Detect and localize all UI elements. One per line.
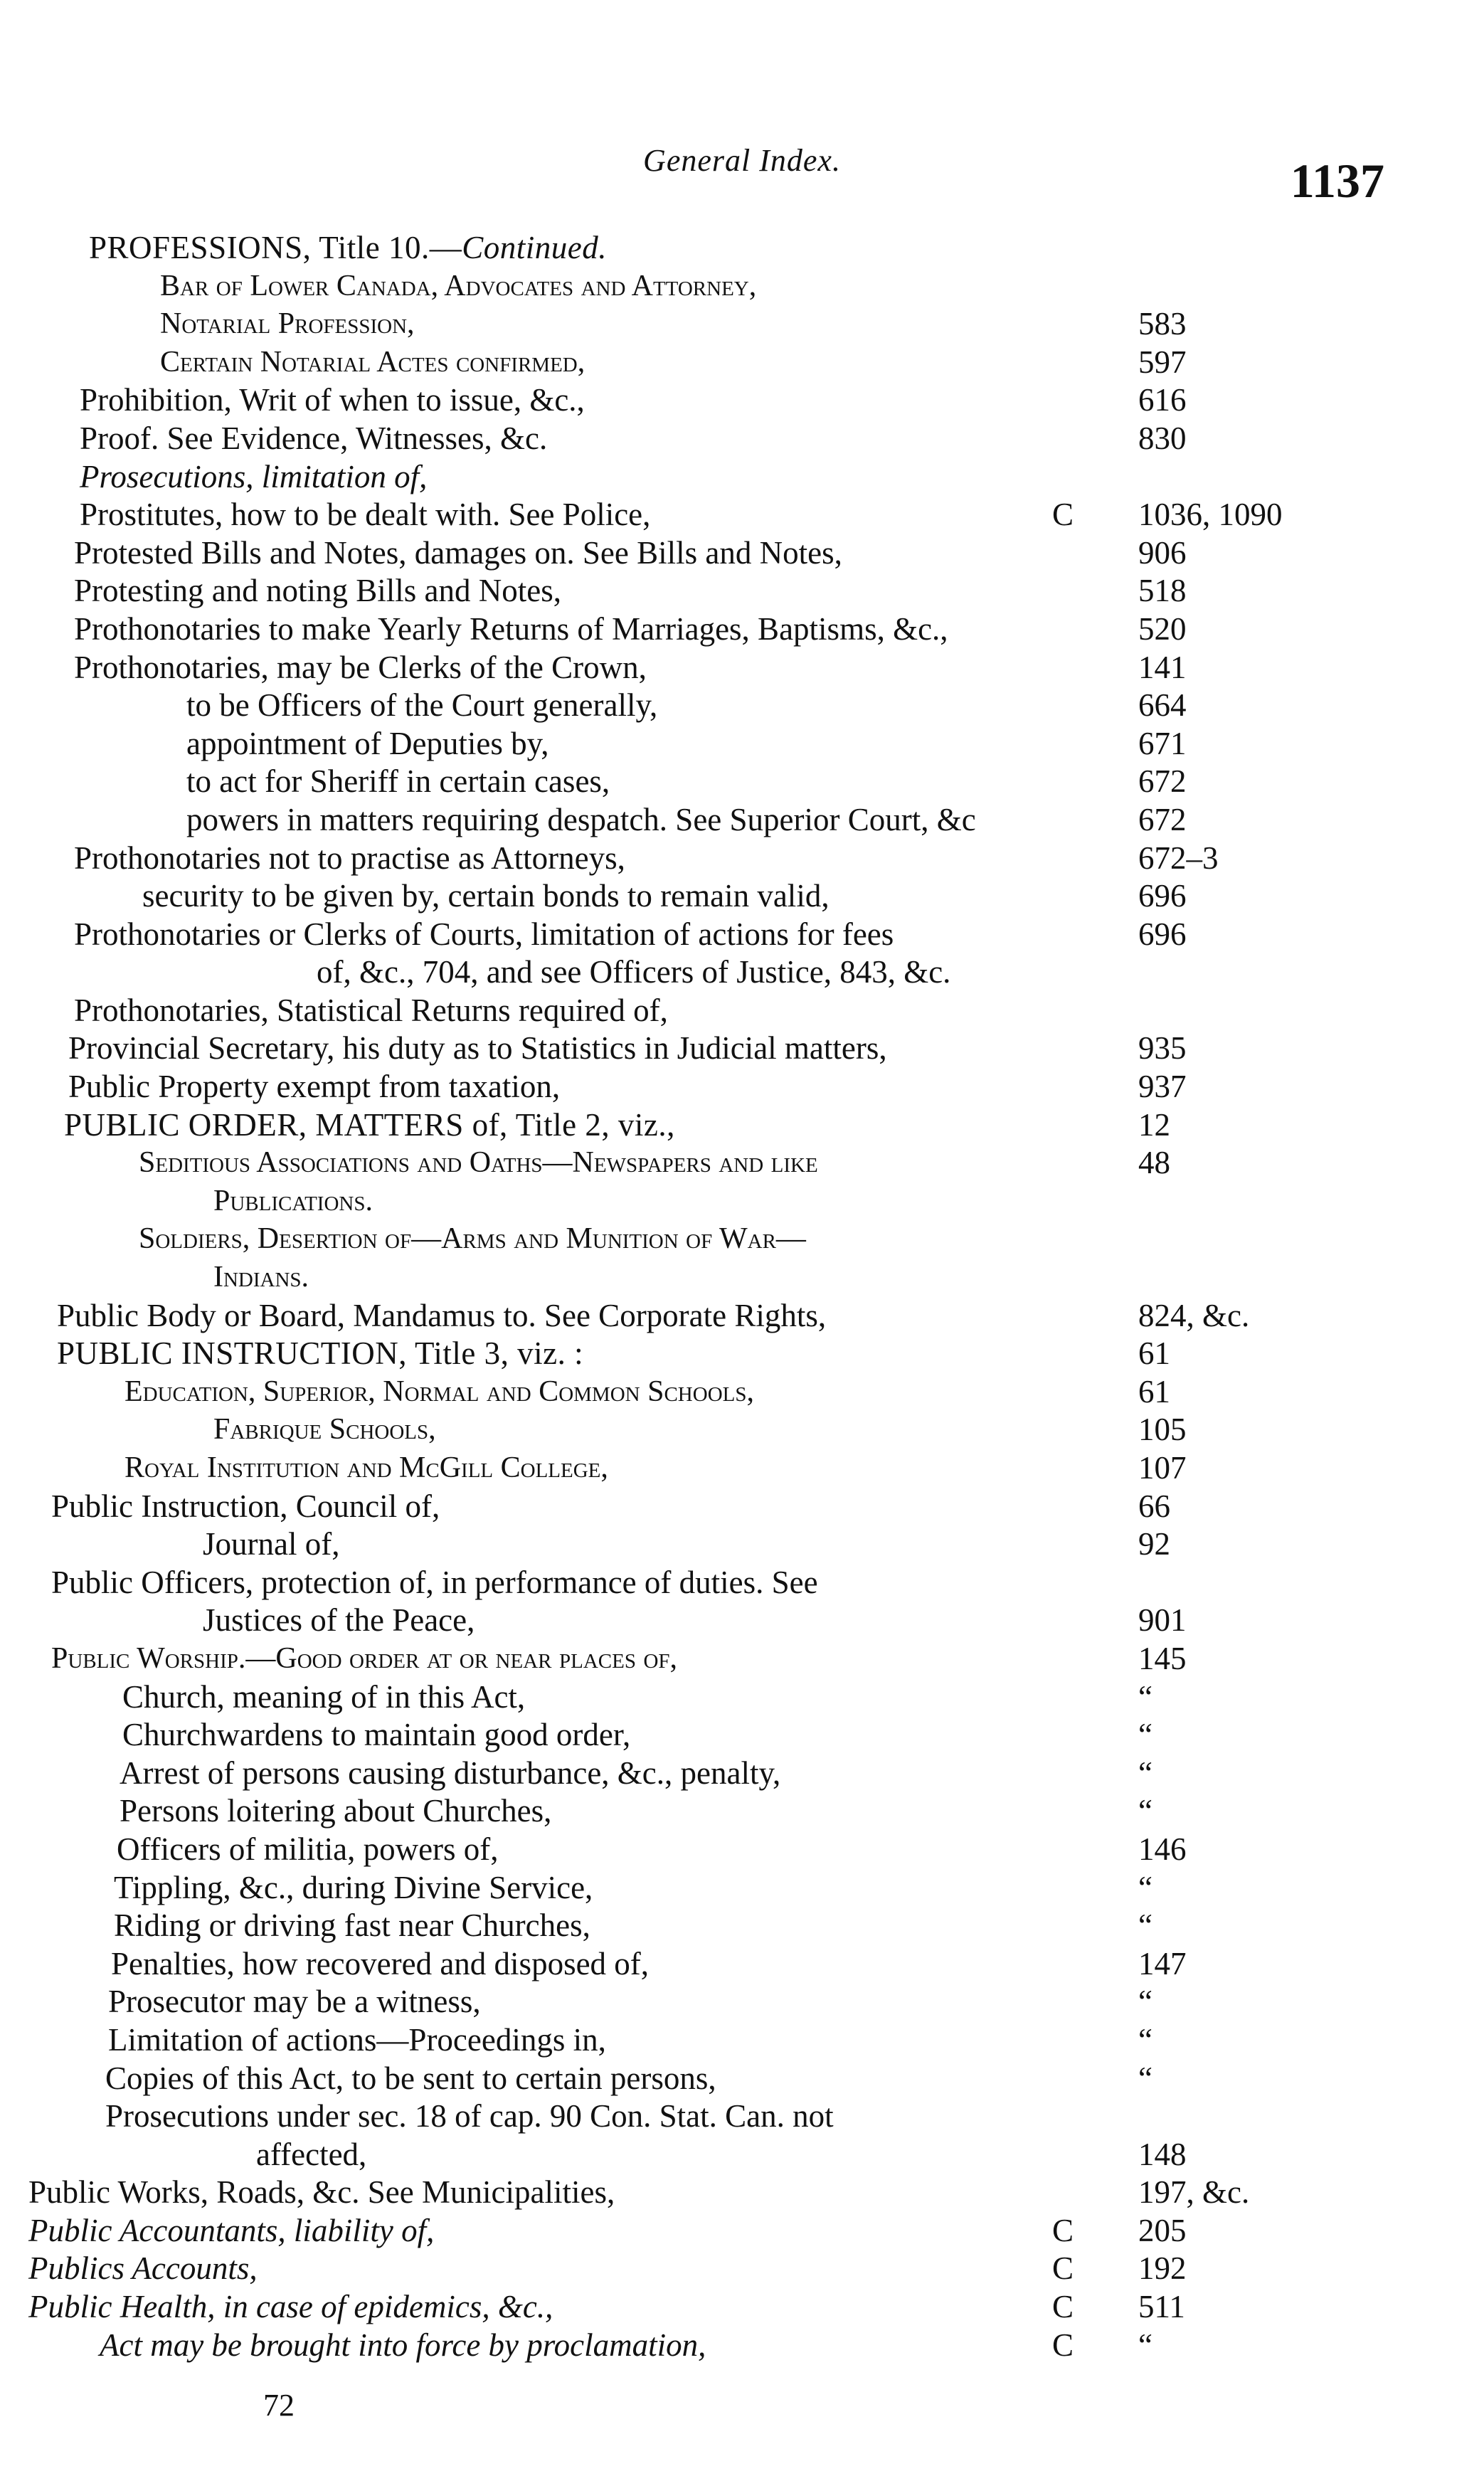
entry-text: Public Worship.—Good order at or near places of, <box>51 1641 678 1675</box>
page-header-title: General Index. <box>643 143 841 178</box>
entry-text: Justices of the Peace, <box>203 1602 475 1639</box>
entry-text: Public Property exempt from taxation, <box>68 1069 561 1105</box>
entry-text: Publics Accounts, <box>28 2250 258 2287</box>
entry-text: Act may be brought into force by proclamation, <box>100 2327 706 2363</box>
entry-text: of, &c., 704, and see Officers of Justice, 843, &c. <box>317 954 951 990</box>
page-reference: 672 <box>1138 801 1187 837</box>
entry-text: Protesting and noting Bills and Notes, <box>74 573 561 609</box>
index-entries <box>0 229 1484 2364</box>
page-reference: 671 <box>1138 725 1187 761</box>
entry-text: Churchwardens to maintain good order, <box>122 1717 631 1753</box>
entry-text: Prothonotaries to make Yearly Returns of Marriages, Baptisms, &c., <box>74 610 948 647</box>
index-entry <box>0 420 1484 458</box>
index-entry <box>0 1182 1484 1221</box>
entry-text: Provincial Secretary, his duty as to Statistics in Judicial matters, <box>68 1030 887 1067</box>
page-reference: 66 <box>1138 1488 1170 1524</box>
index-entry <box>0 1602 1484 1640</box>
page-reference: “ <box>1138 1717 1152 1753</box>
page-reference: 147 <box>1138 1945 1187 1981</box>
index-entry <box>0 687 1484 725</box>
index-entry <box>0 1678 1484 1717</box>
entry-text: Public Instruction, Council of, <box>51 1488 440 1524</box>
index-entry <box>0 2021 1484 2060</box>
index-entry <box>0 1640 1484 1678</box>
page-reference: “ <box>1138 1984 1152 2020</box>
entry-text: affected, <box>256 2136 367 2172</box>
page-reference: 583 <box>1138 306 1187 342</box>
page-reference: 141 <box>1138 649 1187 685</box>
page-reference: “ <box>1138 2060 1152 2096</box>
index-entry <box>0 1716 1484 1755</box>
entry-text: powers in matters requiring despatch. See Superior Court, &c <box>186 801 976 837</box>
index-entry <box>0 572 1484 610</box>
entry-text: Arrest of persons causing disturbance, &c., penalty, <box>120 1755 781 1791</box>
entry-text: Notarial Profession, <box>160 307 415 341</box>
page-reference: 520 <box>1138 610 1187 647</box>
page-number: 1137 <box>1290 154 1384 208</box>
entry-text: Public Body or Board, Mandamus to. See Corporate Rights, <box>57 1297 827 1333</box>
entry-text: security to be given by, certain bonds to remain valid, <box>142 878 830 914</box>
page-reference: 146 <box>1138 1831 1187 1867</box>
page-reference: 616 <box>1138 382 1187 418</box>
consolidated-marker: C <box>1051 2327 1074 2363</box>
entry-text: Penalties, how recovered and disposed of, <box>111 1945 650 1981</box>
index-entry <box>0 1907 1484 1945</box>
entry-text: Public Accountants, liability of, <box>28 2212 435 2248</box>
entry-text: Prostitutes, how to be dealt with. See Police, <box>80 497 651 533</box>
entry-text: Prosecutions, limitation of, <box>80 458 428 494</box>
signature-mark: 72 <box>263 2388 295 2423</box>
index-entry <box>0 1259 1484 1297</box>
page-reference: 597 <box>1138 344 1187 380</box>
index-entry <box>0 344 1484 382</box>
entry-text: Copies of this Act, to be sent to certain persons, <box>105 2060 716 2096</box>
page-reference: 12 <box>1138 1106 1170 1143</box>
page-reference: 61 <box>1138 1373 1170 1409</box>
entry-text: Protested Bills and Notes, damages on. See Bills and Notes, <box>74 534 842 571</box>
page-reference: 205 <box>1138 2212 1187 2248</box>
entry-text: Prothonotaries or Clerks of Courts, limitation of actions for fees <box>74 916 894 952</box>
page-reference: 696 <box>1138 878 1187 914</box>
entry-text: Public Officers, protection of, in performance of duties. See <box>51 1564 818 1600</box>
index-entry <box>0 2212 1484 2250</box>
index-entry <box>0 1755 1484 1793</box>
entry-text: PUBLIC ORDER, MATTERS of, Title 2, viz., <box>64 1106 675 1143</box>
index-entry <box>0 1220 1484 1259</box>
entry-text: to be Officers of the Court generally, <box>186 687 658 724</box>
entry-text: Soldiers, Desertion of—Arms and Munition of War— <box>139 1222 806 1256</box>
index-entry <box>0 496 1484 534</box>
entry-text: Persons loitering about Churches, <box>120 1793 552 1829</box>
entry-text: Publications. <box>213 1184 373 1217</box>
page-reference: 145 <box>1138 1640 1187 1676</box>
entry-text: Education, Superior, Normal and Common Schools, <box>124 1375 754 1408</box>
entry-text: Prosecutor may be a witness, <box>108 1984 481 2020</box>
entry-text: Limitation of actions—Proceedings in, <box>108 2021 606 2058</box>
page-reference: “ <box>1138 1678 1152 1715</box>
index-entry <box>0 1106 1484 1145</box>
index-entry <box>0 916 1484 954</box>
index-entry <box>0 877 1484 916</box>
page-reference: “ <box>1138 2021 1152 2058</box>
page-reference: “ <box>1138 1908 1152 1944</box>
entry-text: Prosecutions under sec. 18 of cap. 90 Con. Stat. Can. not <box>105 2098 834 2134</box>
page-reference: 664 <box>1138 687 1187 724</box>
page-reference: 824, &c. <box>1138 1297 1250 1333</box>
index-entry <box>0 1411 1484 1449</box>
page-reference: 696 <box>1138 916 1187 952</box>
page-reference: 937 <box>1138 1069 1187 1105</box>
page-reference: 61 <box>1138 1335 1170 1372</box>
entry-text: Seditious Associations and Oaths—Newspapers and like <box>139 1146 818 1180</box>
index-entry <box>0 229 1484 268</box>
page-reference: 906 <box>1138 534 1187 571</box>
index-entry <box>0 840 1484 878</box>
entry-emphasis: Continued. <box>462 230 607 265</box>
entry-text: Tippling, &c., during Divine Service, <box>114 1869 593 1905</box>
page-reference: 830 <box>1138 420 1187 456</box>
page-reference: 148 <box>1138 2136 1187 2172</box>
index-entry <box>0 1792 1484 1831</box>
index-entry <box>0 458 1484 497</box>
entry-text: Certain Notarial Actes confirmed, <box>160 345 585 379</box>
page-reference: 48 <box>1138 1145 1170 1181</box>
page-reference: “ <box>1138 1793 1152 1829</box>
index-entry <box>0 1373 1484 1412</box>
entry-text: Proof. See Evidence, Witnesses, &c. <box>80 420 548 456</box>
entry-text: Prohibition, Writ of when to issue, &c., <box>80 382 585 418</box>
index-entry <box>0 1945 1484 1984</box>
page-reference: “ <box>1138 2327 1152 2363</box>
index-entry <box>0 1030 1484 1068</box>
consolidated-marker: C <box>1051 2289 1074 2325</box>
page-reference: 192 <box>1138 2250 1187 2287</box>
entry-text: Indians. <box>213 1261 309 1294</box>
page-reference: 105 <box>1138 1412 1187 1448</box>
index-entry <box>0 305 1484 344</box>
index-entry <box>0 1297 1484 1335</box>
entry-text: Officers of militia, powers of, <box>117 1831 499 1867</box>
index-entry <box>0 1068 1484 1106</box>
page-reference: 511 <box>1138 2289 1185 2325</box>
entry-text: Bar of Lower Canada, Advocates and Attorney, <box>160 269 757 302</box>
index-entry <box>0 2097 1484 2136</box>
page-reference: 935 <box>1138 1030 1187 1067</box>
index-entry <box>0 1335 1484 1373</box>
entry-text: Church, meaning of in this Act, <box>122 1678 526 1715</box>
index-entry <box>0 268 1484 306</box>
index-entry <box>0 1564 1484 1602</box>
index-entry <box>0 992 1484 1030</box>
entry-text: Prothonotaries, Statistical Returns required of, <box>74 992 668 1028</box>
page-reference: 107 <box>1138 1450 1187 1486</box>
index-entry <box>0 1869 1484 1908</box>
page-reference: “ <box>1138 1755 1152 1791</box>
page-reference: 1036, 1090 <box>1138 497 1283 533</box>
consolidated-marker: C <box>1051 2250 1074 2287</box>
index-entry <box>0 2060 1484 2098</box>
index-entry <box>0 1831 1484 1869</box>
page-reference: 672–3 <box>1138 840 1219 876</box>
page-reference: 518 <box>1138 573 1187 609</box>
page-reference: 672 <box>1138 763 1187 800</box>
page-reference: 901 <box>1138 1602 1187 1639</box>
entry-text: PUBLIC INSTRUCTION, Title 3, viz. : <box>57 1335 584 1372</box>
entry-text: Public Works, Roads, &c. See Municipalities, <box>28 2174 615 2211</box>
index-entry <box>0 1144 1484 1182</box>
index-entry <box>0 2250 1484 2288</box>
index-entry <box>0 534 1484 573</box>
page-reference: 197, &c. <box>1138 2174 1250 2211</box>
consolidated-marker: C <box>1051 497 1074 533</box>
entry-text: appointment of Deputies by, <box>186 725 549 761</box>
index-entry <box>0 1983 1484 2021</box>
index-entry <box>0 1525 1484 1564</box>
index-entry <box>0 1449 1484 1488</box>
consolidated-marker: C <box>1051 2212 1074 2248</box>
index-entry <box>0 801 1484 840</box>
index-entry <box>0 725 1484 763</box>
index-entry <box>0 649 1484 687</box>
index-entry <box>0 2288 1484 2327</box>
entry-text: Prothonotaries, may be Clerks of the Crown, <box>74 649 647 685</box>
entry-text: PROFESSIONS, Title 10.—Continued. <box>89 230 607 265</box>
entry-text: to act for Sheriff in certain cases, <box>186 763 610 800</box>
index-entry <box>0 2327 1484 2365</box>
entry-text: Fabrique Schools, <box>213 1413 436 1446</box>
entry-text: Prothonotaries not to practise as Attorneys, <box>74 840 625 876</box>
index-entry <box>0 610 1484 649</box>
index-entry <box>0 2136 1484 2174</box>
entry-text: Journal of, <box>203 1526 340 1562</box>
index-entry <box>0 381 1484 420</box>
index-entry <box>0 763 1484 801</box>
index-entry <box>0 2174 1484 2212</box>
index-entry <box>0 1488 1484 1526</box>
page-reference: 92 <box>1138 1526 1170 1562</box>
index-entry <box>0 953 1484 992</box>
entry-text: Public Health, in case of epidemics, &c., <box>28 2289 553 2325</box>
page-reference: “ <box>1138 1869 1152 1905</box>
entry-text: Royal Institution and McGill College, <box>124 1451 608 1484</box>
entry-text: Riding or driving fast near Churches, <box>114 1908 590 1944</box>
